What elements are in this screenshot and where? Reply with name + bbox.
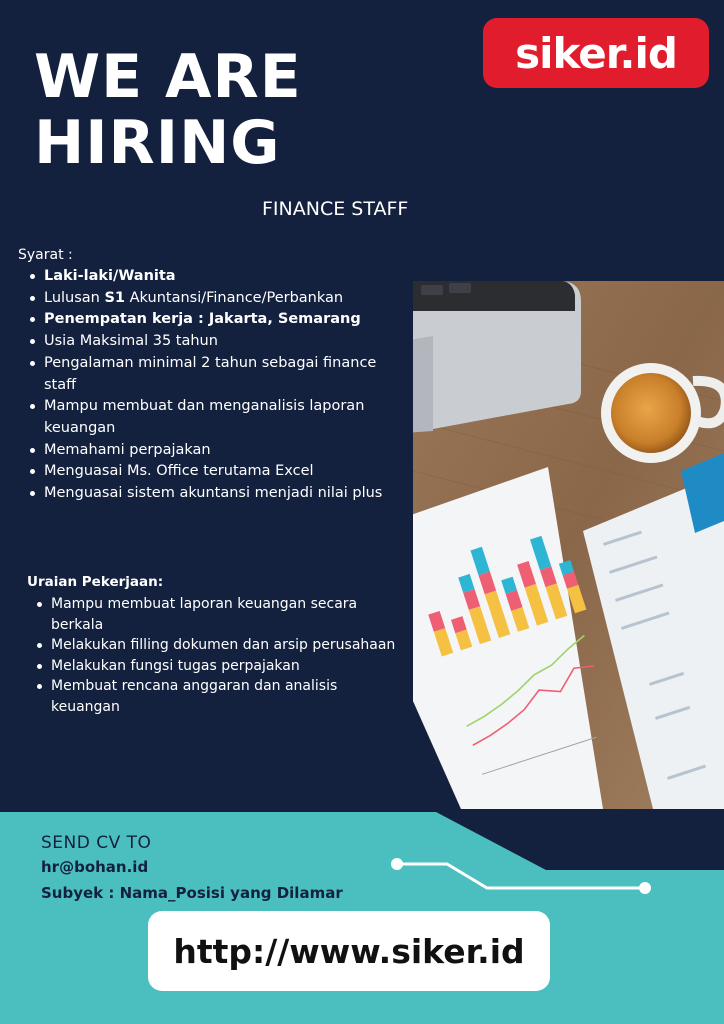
send-cv-label: SEND CV TO [41,833,152,853]
email-address[interactable]: hr@bohan.id [41,858,149,876]
list-item: Laki-laki/Wanita [44,266,408,288]
list-item: Mampu membuat dan menganalisis laporan keuangan [44,396,408,439]
list-item [44,288,408,310]
connector-line-decoration [385,850,655,900]
logo-text: siker.id [515,28,677,78]
list-item: Penempatan kerja : Jakarta, Semarang [44,309,408,331]
duties-heading: Uraian Pekerjaan: [27,574,164,590]
requirements-heading: Syarat : [18,247,73,263]
list-item: Mampu membuat laporan keuangan secara berkala [51,594,397,635]
list-item: Melakukan filling dokumen dan arsip perusahaan [51,635,397,656]
website-url-link[interactable]: http://www.siker.id [173,931,525,971]
duties-section [27,573,397,718]
duties-list [51,594,397,718]
website-url-box[interactable] [148,911,550,991]
list-item: Menguasai Ms. Office terutama Excel [44,461,408,483]
headline-line-2: HIRING [34,108,281,178]
list-item: Menguasai sistem akuntansi menjadi nilai plus [44,483,408,505]
list-item: Memahami perpajakan [44,440,408,462]
email-subject-instruction: Subyek : Nama_Posisi yang Dilamar [41,884,343,902]
siker-logo[interactable] [483,18,709,88]
list-item: Pengalaman minimal 2 tahun sebagai finance staff [44,353,408,396]
requirements-list [44,266,408,505]
list-item-text: Lulusan S1 Akuntansi/Finance/Perbankan [44,289,344,306]
desk-photo [413,281,724,809]
position-title: FINANCE STAFF [262,198,409,220]
list-item: Membuat rencana anggaran dan analisis keuangan [51,676,397,717]
list-item: Melakukan fungsi tugas perpajakan [51,656,397,677]
headline [34,44,302,176]
requirements-section [18,245,408,505]
list-item: Usia Maksimal 35 tahun [44,331,408,353]
headline-line-1: WE ARE [34,42,302,112]
